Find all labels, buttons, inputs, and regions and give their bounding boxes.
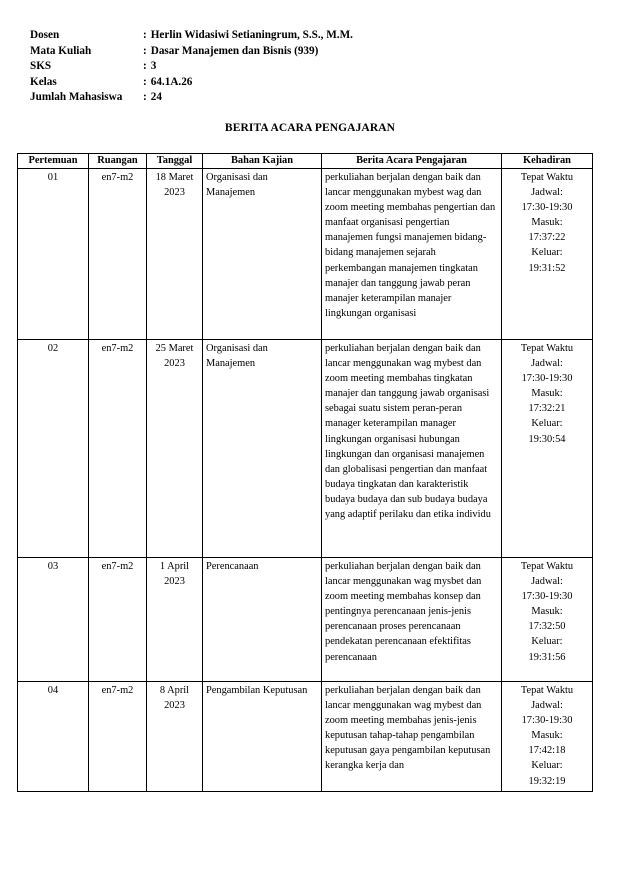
cell-ruangan: en7-m2 xyxy=(89,682,147,792)
cell-kehadiran xyxy=(502,682,593,792)
info-colon: : xyxy=(143,75,147,88)
info-value: 24 xyxy=(150,91,162,103)
cell-bahan-kajian: Organisasi dan Manajemen xyxy=(203,340,322,558)
column-header-kehadiran: Kehadiran xyxy=(502,154,593,169)
kehadiran-jadwal-label: Jadwal: xyxy=(531,700,563,712)
info-row-sks xyxy=(30,59,590,75)
cell-tanggal: 1 April 2023 xyxy=(147,558,203,682)
kehadiran-masuk-value: 17:42:18 xyxy=(528,745,566,757)
kehadiran-jadwal-value: 17:30-19:30 xyxy=(521,591,573,603)
column-header-bahan-kajian: Bahan Kajian xyxy=(203,154,322,169)
column-header-tanggal: Tanggal xyxy=(147,154,203,169)
teaching-record-table xyxy=(17,153,593,792)
kehadiran-status: Tepat Waktu xyxy=(520,343,574,354)
kehadiran-keluar-value: 19:31:56 xyxy=(528,651,566,663)
cell-tanggal: 18 Maret 2023 xyxy=(147,169,203,340)
course-info-header xyxy=(30,28,590,106)
info-label: SKS xyxy=(30,60,52,72)
kehadiran-masuk-label: Masuk: xyxy=(531,730,563,742)
cell-kehadiran xyxy=(502,340,593,558)
table-row xyxy=(18,340,593,558)
cell-berita-acara: perkuliahan berjalan dengan baik dan lancar menggunakan wag mybest dan zoom meeting membahas jenis-jenis keputusan tahap-tahap pengambilan keputusan gaya pengambilan keputusan kerangka kerja dan xyxy=(322,682,502,792)
kehadiran-keluar-value: 19:32:19 xyxy=(528,775,566,787)
info-row-mata-kuliah xyxy=(30,44,590,60)
kehadiran-jadwal-label: Jadwal: xyxy=(531,358,563,370)
column-header-pertemuan: Pertemuan xyxy=(18,154,89,169)
cell-bahan-kajian: Organisasi dan Manajemen xyxy=(203,169,322,340)
info-colon: : xyxy=(143,44,147,57)
cell-pertemuan: 04 xyxy=(18,682,89,792)
cell-ruangan: en7-m2 xyxy=(89,340,147,558)
info-label: Kelas xyxy=(30,75,57,88)
kehadiran-status: Tepat Waktu xyxy=(520,561,574,572)
info-value: Herlin Widasiwi Setianingrum, S.S., M.M. xyxy=(150,29,353,41)
cell-berita-acara: perkuliahan berjalan dengan baik dan lancar menggunakan wag mysbet dan zoom meeting membahas konsep dan pentingnya perencanaan jenis-jenis perencanaan proses perencanaan pendekatan perencanaan efektifitas perencanaan xyxy=(322,558,502,682)
table-row xyxy=(18,682,593,792)
kehadiran-masuk-label: Masuk: xyxy=(531,606,563,618)
kehadiran-status: Tepat Waktu xyxy=(520,685,574,696)
column-header-ruangan: Ruangan xyxy=(89,154,147,169)
cell-kehadiran xyxy=(502,558,593,682)
kehadiran-masuk-label: Masuk: xyxy=(531,217,563,229)
cell-pertemuan: 01 xyxy=(18,169,89,340)
cell-ruangan: en7-m2 xyxy=(89,558,147,682)
kehadiran-masuk-label: Masuk: xyxy=(531,388,563,400)
cell-kehadiran xyxy=(502,169,593,340)
kehadiran-masuk-value: 17:32:50 xyxy=(528,621,566,633)
info-value: 64.1A.26 xyxy=(150,75,193,88)
cell-ruangan: en7-m2 xyxy=(89,169,147,340)
kehadiran-keluar-label: Keluar: xyxy=(531,636,563,648)
cell-bahan-kajian: Pengambilan Keputusan xyxy=(203,682,322,792)
table-header-row xyxy=(18,154,593,169)
info-row-dosen xyxy=(30,28,590,44)
cell-berita-acara: perkuliahan berjalan dengan baik dan lancar menggunakan mybest wag dan zoom meeting membahas pengertian dan manfaat organisasi pengertian manajemen fungsi manajemen bidang-bidang manajemen sejarah perkembangan manajemen tingkatan manajer dan tanggung jawab peran manajer keterampilan manajer lingkungan organisasi xyxy=(322,169,502,340)
cell-pertemuan: 02 xyxy=(18,340,89,558)
kehadiran-jadwal-value: 17:30-19:30 xyxy=(521,373,573,385)
cell-berita-acara: perkuliahan berjalan dengan baik dan lancar menggunakan wag mybest dan zoom meeting membahas tingkatan manajer dan tanggung jawab organisasi sebagai suatu sistem peran-peran manager keterampilan manager lingkungan organisasi hubungan lingkungan dan organisasi manajemen dan globalisasi pengertian dan manfaat budaya tingkatan dan karakteristik budaya budaya dan sub budaya budaya yang adaptif perilaku dan etika individu xyxy=(322,340,502,558)
kehadiran-keluar-label: Keluar: xyxy=(531,247,563,259)
kehadiran-jadwal-value: 17:30-19:30 xyxy=(521,715,573,727)
cell-tanggal: 8 April 2023 xyxy=(147,682,203,792)
info-value: 3 xyxy=(150,60,157,72)
info-label: Jumlah Mahasiswa xyxy=(30,91,123,103)
info-value: Dasar Manajemen dan Bisnis (939) xyxy=(150,44,319,57)
kehadiran-jadwal-label: Jadwal: xyxy=(531,187,563,199)
info-colon: : xyxy=(143,60,147,72)
kehadiran-jadwal-value: 17:30-19:30 xyxy=(521,202,573,214)
kehadiran-keluar-label: Keluar: xyxy=(531,418,563,430)
info-colon: : xyxy=(143,91,147,103)
info-row-jumlah-mahasiswa xyxy=(30,90,590,106)
kehadiran-keluar-label: Keluar: xyxy=(531,760,563,772)
cell-bahan-kajian: Perencanaan xyxy=(203,558,322,682)
table-row xyxy=(18,558,593,682)
info-colon: : xyxy=(143,29,147,41)
document-title: BERITA ACARA PENGAJARAN xyxy=(224,122,396,134)
kehadiran-masuk-value: 17:32:21 xyxy=(528,403,566,415)
table-row xyxy=(18,169,593,340)
kehadiran-keluar-value: 19:30:54 xyxy=(528,433,566,445)
info-row-kelas xyxy=(30,75,590,91)
column-header-berita-acara: Berita Acara Pengajaran xyxy=(322,154,502,169)
kehadiran-jadwal-label: Jadwal: xyxy=(531,576,563,588)
kehadiran-status: Tepat Waktu xyxy=(520,172,574,183)
cell-tanggal: 25 Maret 2023 xyxy=(147,340,203,558)
info-label: Mata Kuliah xyxy=(30,44,92,57)
cell-pertemuan: 03 xyxy=(18,558,89,682)
info-label: Dosen xyxy=(30,29,60,41)
kehadiran-masuk-value: 17:37:22 xyxy=(528,232,566,244)
kehadiran-keluar-value: 19:31:52 xyxy=(528,262,566,274)
